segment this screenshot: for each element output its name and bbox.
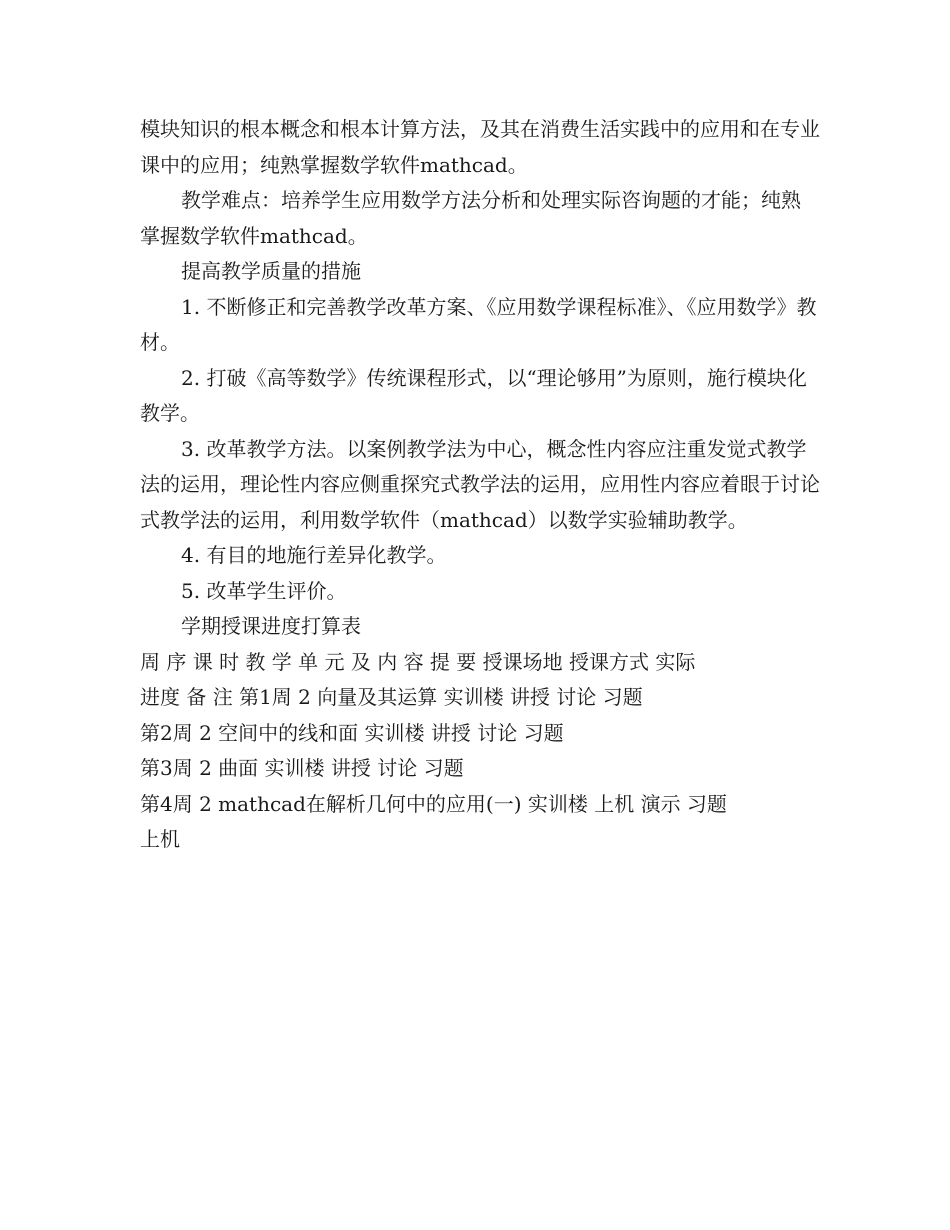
paragraph-key-points: 模块知识的根本概念和根本计算方法，及其在消费生活实践中的应用和在专业课中的应用；纯熟掌握数学软件mathcad。 <box>140 117 820 177</box>
paragraph-teaching-difficulties: 教学难点：培养学生应用数学方法分析和处理实际咨询题的才能；纯熟掌握数学软件mathcad。 <box>140 188 801 248</box>
schedule-line: 上机 <box>140 827 180 851</box>
schedule-line: 第3周 2 曲面 实训楼 讲授 讨论 习题 <box>140 756 464 780</box>
schedule-line: 第2周 2 空间中的线和面 实训楼 讲授 讨论 习题 <box>140 720 564 745</box>
measure-item-5: 5. 改革学生评价。 <box>181 578 347 603</box>
schedule-line: 周 序 课 时 教 学 单 元 及 内 容 提 要 授课场地 授课方式 实际 <box>140 649 696 674</box>
measure-item-1: 1. 不断修正和完善教学改革方案、《应用数学课程标准》、《应用数学》教材。 <box>140 294 817 354</box>
heading-semester-schedule: 学期授课进度打算表 <box>181 614 361 638</box>
schedule-line: 第4周 2 mathcad在解析几何中的应用(一) 实训楼 上机 演示 习题 <box>140 791 727 816</box>
measure-item-2: 2. 打破《高等数学》传统课程形式，以“理论够用”为原则，施行模块化教学。 <box>140 365 807 425</box>
schedule-line: 进度 备 注 第1周 2 向量及其运算 实训楼 讲授 讨论 习题 <box>140 685 643 709</box>
measure-item-4: 4. 有目的地施行差异化教学。 <box>181 543 447 567</box>
document-body <box>140 112 820 858</box>
measure-item-3: 3. 改革教学方法。以案例教学法为中心，概念性内容应注重发觉式教学法的运用，理论性内容应侧重探究式教学法的运用，应用性内容应着眼于讨论式教学法的运用，利用数学软件（mathcad）以数学实验辅助教学。 <box>140 436 820 532</box>
heading-quality-measures: 提高教学质量的措施 <box>181 259 361 283</box>
